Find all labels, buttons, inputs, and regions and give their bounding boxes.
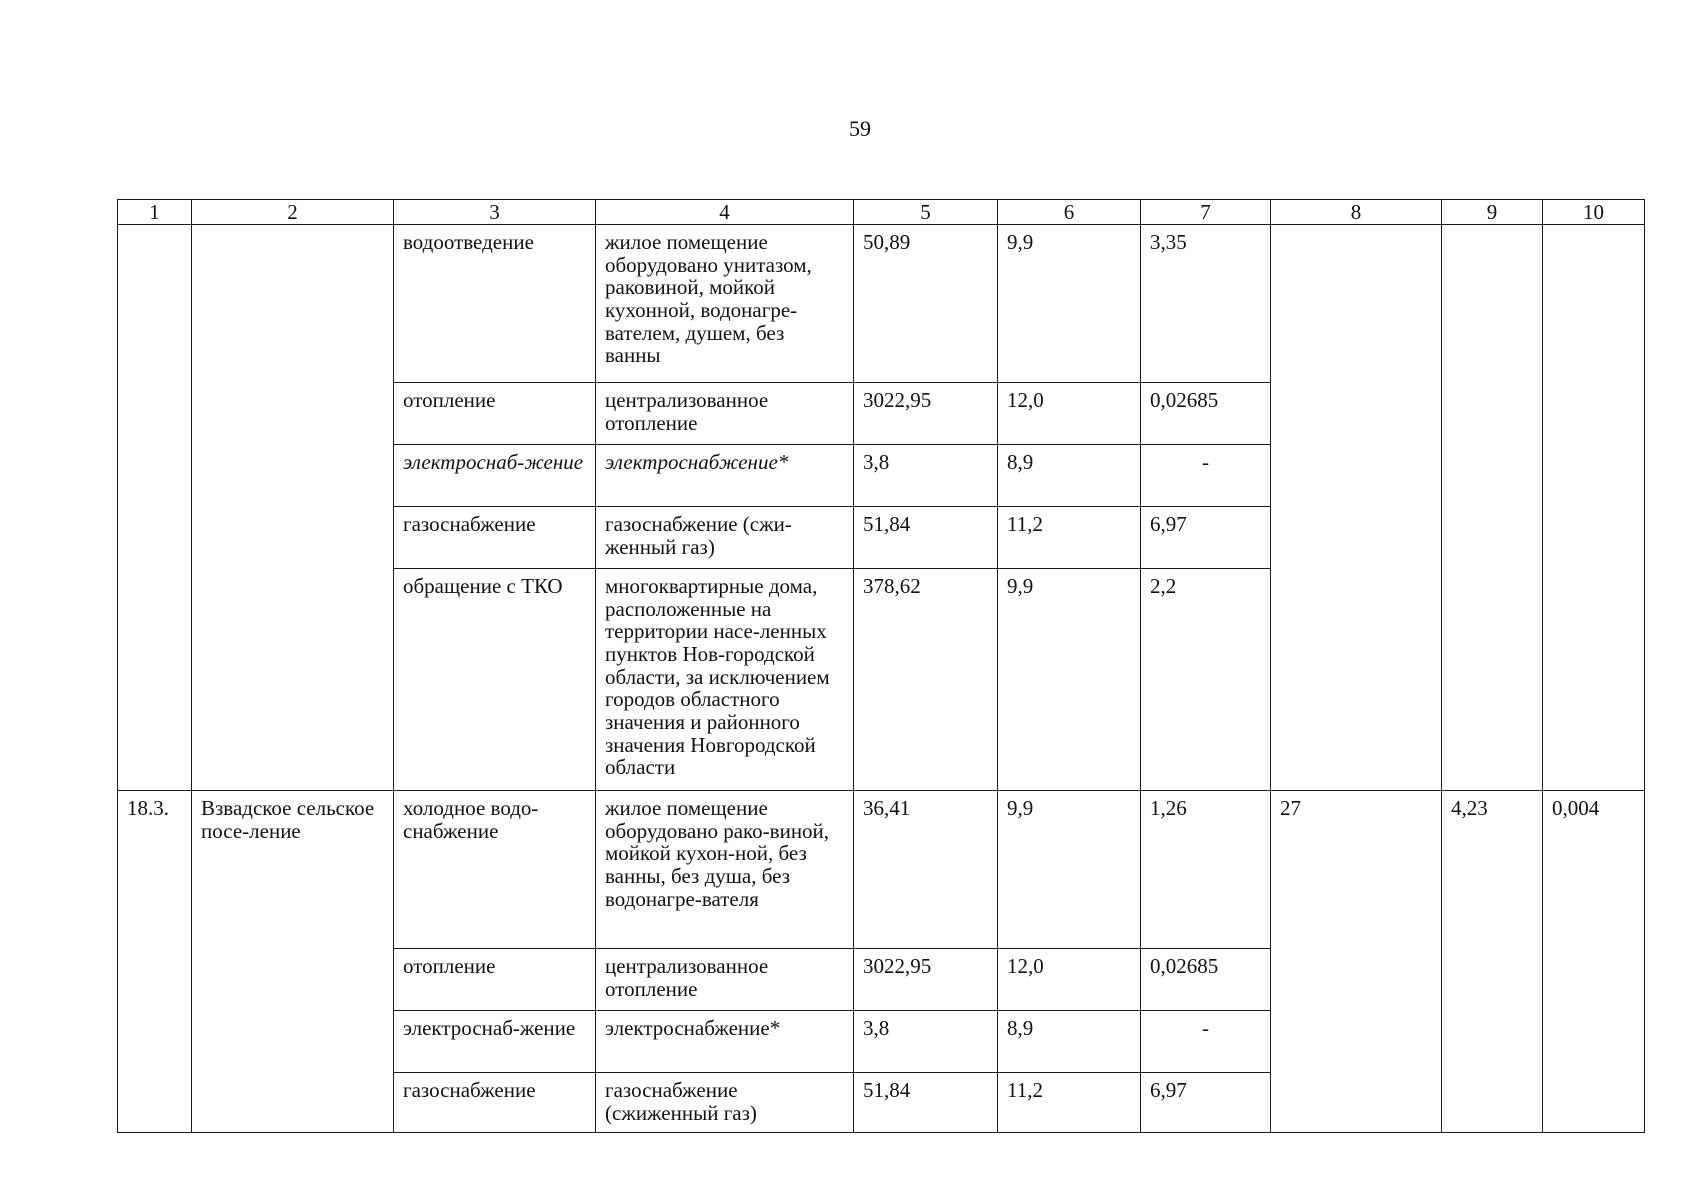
value-col6: 11,2 [998,1073,1141,1133]
value-col6: 12,0 [998,383,1141,445]
page-number: 59 [849,116,871,141]
value-col7: 0,02685 [1141,383,1271,445]
value-col6: 12,0 [998,949,1141,1011]
settlement-cell: Взвадское сельское посе-ление [192,791,394,1133]
value-col10: 0,004 [1543,791,1645,1133]
header-cell: 3 [394,200,596,225]
value-col6: 11,2 [998,507,1141,569]
header-cell: 7 [1141,200,1271,225]
value-col5: 3,8 [854,1011,998,1073]
value-col7: - [1141,445,1271,507]
value-col7: 2,2 [1141,569,1271,791]
value-col5: 3022,95 [854,383,998,445]
tariff-table [117,199,1645,1133]
number-cell: 18.3. [118,791,192,1133]
header-cell: 6 [998,200,1141,225]
description-cell: газоснабжение (сжи-женный газ) [596,507,854,569]
table-header-row [118,200,1645,225]
header-cell: 8 [1271,200,1442,225]
description-cell: газоснабжение (сжиженный газ) [596,1073,854,1133]
value-col7: 6,97 [1141,507,1271,569]
value-col8-empty [1271,225,1442,791]
value-col5: 50,89 [854,225,998,383]
description-cell: электроснабжение* [596,1011,854,1073]
service-cell: отопление [394,383,596,445]
value-col5: 378,62 [854,569,998,791]
description-cell: электроснабжение* [596,445,854,507]
table-row [118,225,1645,383]
service-cell: электроснаб-жение [394,445,596,507]
value-col7: 6,97 [1141,1073,1271,1133]
value-col6: 8,9 [998,445,1141,507]
service-cell: газоснабжение [394,507,596,569]
description-cell: жилое помещение оборудовано унитазом, раковиной, мойкой кухонной, водонагре-вателем, душем, без ванны [596,225,854,383]
value-col7: - [1141,1011,1271,1073]
description-cell: многоквартирные дома, расположенные на территории насе-ленных пунктов Нов-городской области, за исключением городов областного значения и районного значения Новгородской области [596,569,854,791]
value-col5: 3,8 [854,445,998,507]
service-cell: водоотведение [394,225,596,383]
number-cell-empty [118,225,192,791]
service-cell: газоснабжение [394,1073,596,1133]
value-col6: 8,9 [998,1011,1141,1073]
value-col5: 51,84 [854,1073,998,1133]
value-col7: 3,35 [1141,225,1271,383]
description-cell: централизованное отопление [596,949,854,1011]
service-cell: электроснаб-жение [394,1011,596,1073]
service-cell: обращение с ТКО [394,569,596,791]
value-col7: 0,02685 [1141,949,1271,1011]
value-col5: 51,84 [854,507,998,569]
service-cell: холодное водо-снабжение [394,791,596,949]
value-col6: 9,9 [998,225,1141,383]
table-row [118,791,1645,949]
value-col6: 9,9 [998,569,1141,791]
value-col5: 3022,95 [854,949,998,1011]
value-col7: 1,26 [1141,791,1271,949]
description-cell: жилое помещение оборудовано рако-виной, мойкой кухон-ной, без ванны, без душа, без водонагре-вателя [596,791,854,949]
value-col5: 36,41 [854,791,998,949]
value-col6: 9,9 [998,791,1141,949]
value-col9: 4,23 [1442,791,1543,1133]
value-col10-empty [1543,225,1645,791]
header-cell: 10 [1543,200,1645,225]
header-cell: 4 [596,200,854,225]
value-col8: 27 [1271,791,1442,1133]
value-col9-empty [1442,225,1543,791]
description-cell: централизованное отопление [596,383,854,445]
header-cell: 9 [1442,200,1543,225]
header-cell: 2 [192,200,394,225]
service-cell: отопление [394,949,596,1011]
header-cell: 1 [118,200,192,225]
settlement-cell-empty [192,225,394,791]
header-cell: 5 [854,200,998,225]
